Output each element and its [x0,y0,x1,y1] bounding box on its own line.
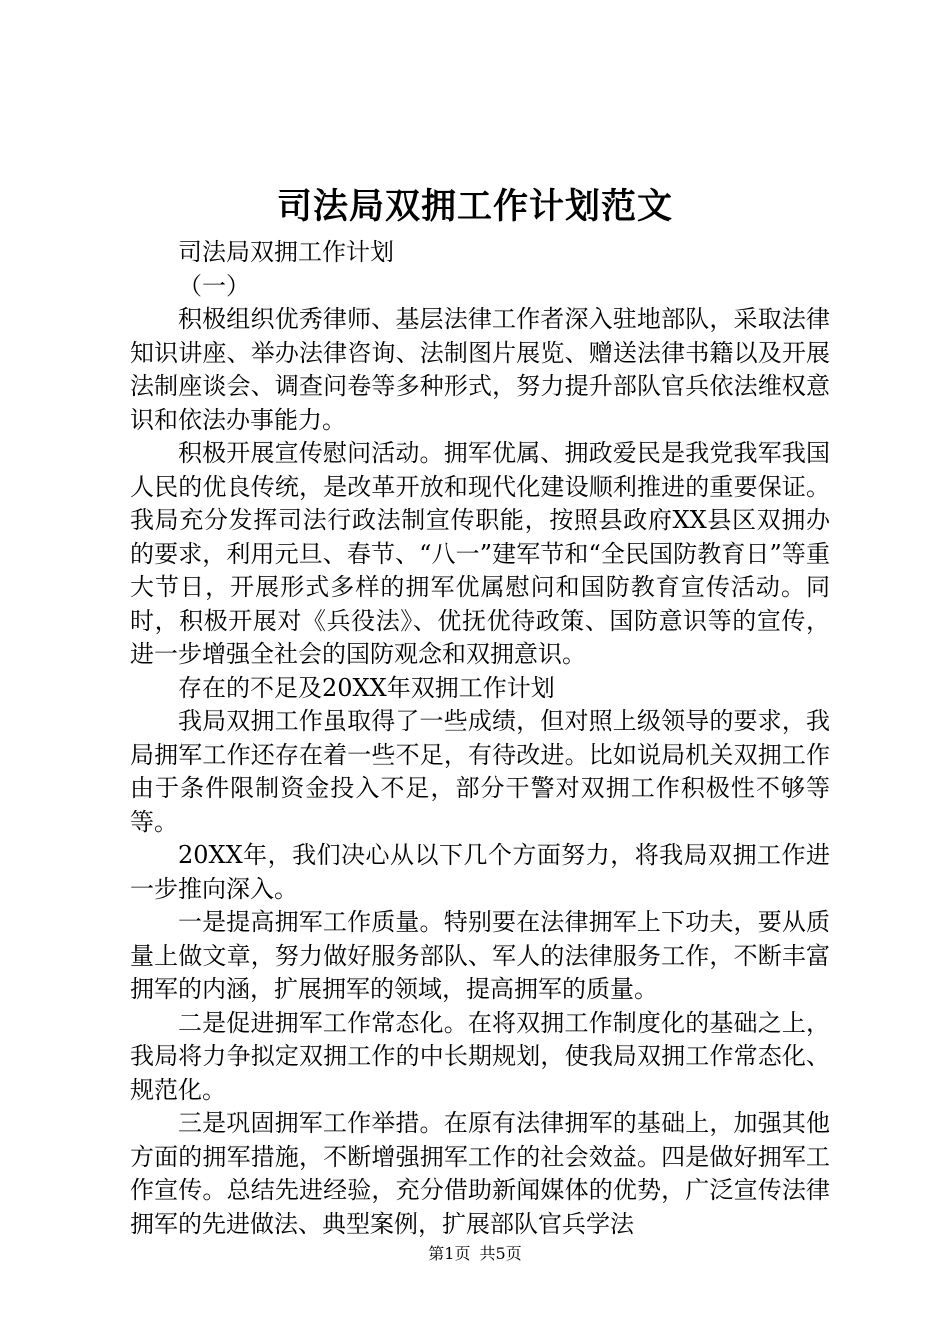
paragraph: 一是提高拥军工作质量。特别要在法律拥军上下功夫，要从质量上做文章，努力做好服务部队、军人的法律服务工作，不断丰富拥军的内涵，扩展拥军的领域，提高拥军的质量。 [130,908,830,1003]
paragraph: 积极组织优秀律师、基层法律工作者深入驻地部队，采取法律知识讲座、举办法律咨询、法制图片展览、赠送法律书籍以及开展法制座谈会、调查问卷等多种形式，努力提升部队官兵依法维权意识和依法办事能力。 [130,305,830,434]
document-title: 司法局双拥工作计划范文 [276,186,673,227]
paragraph: 积极开展宣传慰问活动。拥军优属、拥政爱民是我党我军我国人民的优良传统，是改革开放和现代化建设顺利推进的重要保证。我局充分发挥司法行政法制宣传职能，按照县政府XX县区双拥办的要求，利用元旦、春节、“八一”建军节和“全民国防教育日”等重大节日，开展形式多样的拥军优属慰问和国防教育宣传活动。同时，积极开展对《兵役法》、优抚优待政策、国防意识等的宣传，进一步增强全社会的国防观念和双拥意识。 [130,439,830,668]
section-number: （一） [178,271,250,300]
document-body [130,236,830,1241]
page-number: 第1页 [428,1244,471,1263]
page-total: 共5页 [479,1244,522,1263]
paragraph: 三是巩固拥军工作举措。在原有法律拥军的基础上，加强其他方面的拥军措施，不断增强拥军工作的社会效益。四是做好拥军工作宣传。总结先进经验，充分借助新闻媒体的优势，广泛宣传法律拥军的先进做法、典型案例，扩展部队官兵学法 [130,1109,830,1238]
section-heading: 存在的不足及20XX年双拥工作计划 [178,673,555,702]
paragraph: 我局双拥工作虽取得了一些成绩，但对照上级领导的要求，我局拥军工作还存在着一些不足，有待改进。比如说局机关双拥工作由于条件限制资金投入不足，部分干警对双拥工作积极性不够等等。 [130,707,830,836]
page-footer [0,1243,950,1265]
paragraph: 20XX年，我们决心从以下几个方面努力，将我局双拥工作进一步推向深入。 [130,841,830,903]
section-heading: 司法局双拥工作计划 [178,238,394,266]
paragraph: 二是促进拥军工作常态化。在将双拥工作制度化的基础之上，我局将力争拟定双拥工作的中长期规划，使我局双拥工作常态化、规范化。 [130,1008,830,1104]
